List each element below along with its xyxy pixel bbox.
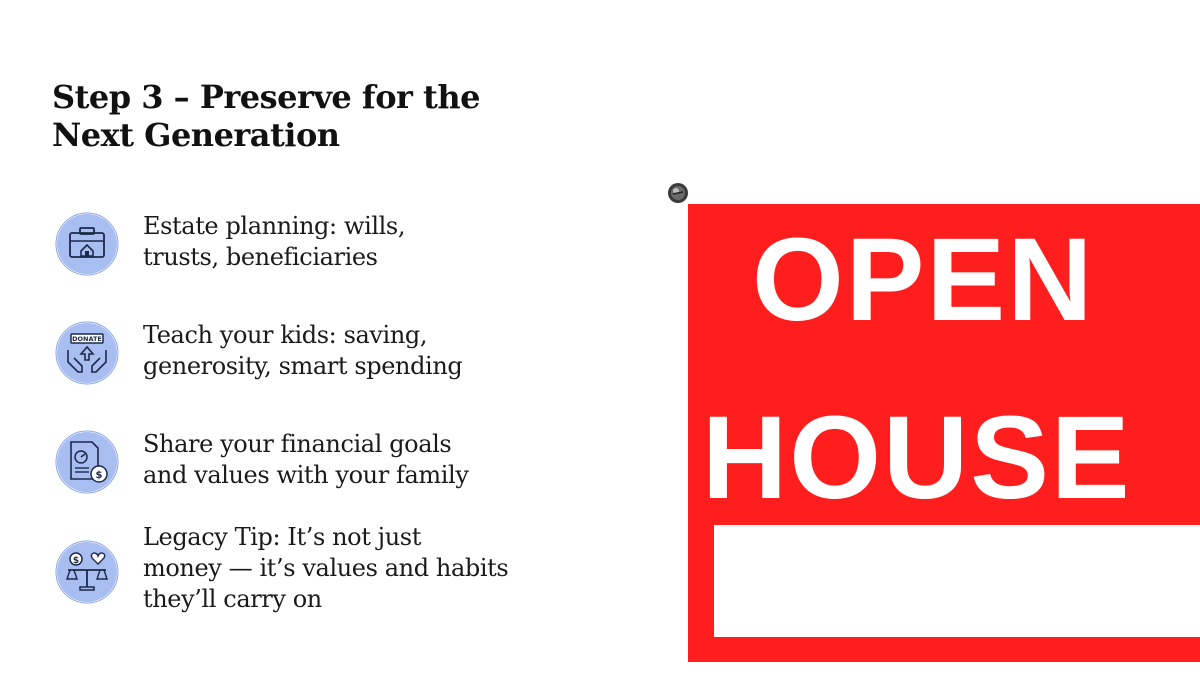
list-item-estate-planning	[52, 211, 572, 311]
donate-hands-icon	[54, 320, 120, 386]
list-item-text: Legacy Tip: It’s not just money — it’s values and habits they’ll carry on	[143, 523, 509, 613]
svg-text:DONATE: DONATE	[72, 335, 102, 343]
sign-blank-panel	[714, 525, 1200, 637]
svg-text:$: $	[72, 556, 80, 566]
sign-line-house: HOUSE	[702, 392, 1132, 524]
list-item-text: Share your financial goals and values with your family	[143, 430, 469, 489]
toolbox-house-icon	[54, 211, 120, 277]
svg-text:$: $	[95, 470, 103, 481]
list-item-teach-kids	[52, 320, 572, 420]
list-item-legacy-tip	[52, 522, 572, 622]
slide-title: Step 3 – Preserve for the Next Generation	[52, 78, 480, 154]
list-item-text: Estate planning: wills, trusts, beneficiaries	[143, 212, 406, 271]
open-house-sign	[688, 204, 1200, 662]
screw-icon	[670, 670, 692, 675]
values-balance-scale-icon	[54, 539, 120, 605]
screw-icon	[667, 182, 689, 204]
sign-line-open: OPEN	[752, 214, 1095, 346]
financial-goals-document-icon	[54, 429, 120, 495]
list-item-share-goals	[52, 429, 572, 529]
list-item-text: Teach your kids: saving, generosity, smart spending	[143, 321, 463, 380]
